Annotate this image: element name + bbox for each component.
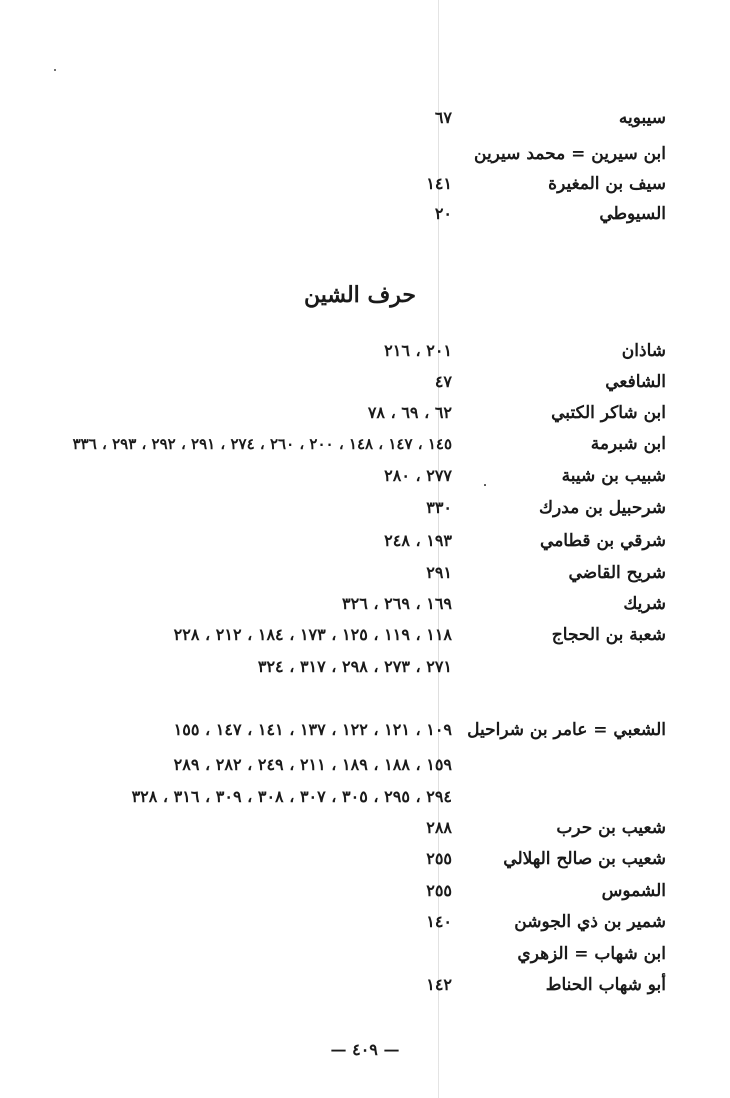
index-entry-pages: ٢٧١ ، ٢٧٣ ، ٢٩٨ ، ٣١٧ ، ٣٢٤ bbox=[257, 657, 452, 676]
index-entry-pages: ١٤٢ bbox=[426, 975, 452, 994]
index-entry-name: ابن شهاب = الزهري bbox=[517, 944, 666, 964]
index-entry-pages: ٦٢ ، ٦٩ ، ٧٨ bbox=[367, 403, 452, 422]
index-entry-name: ابن سيرين = محمد سيرين bbox=[474, 144, 666, 164]
index-entry-name: شريك bbox=[623, 594, 666, 614]
index-entry-name: شمير بن ذي الجوشن bbox=[514, 912, 666, 932]
index-entry-pages: ٣٣٠ bbox=[426, 498, 452, 517]
index-entry-pages: ٤٧ bbox=[434, 372, 452, 391]
index-entry-pages: ٢٥٥ bbox=[426, 849, 452, 868]
index-entry-name: الشموس bbox=[601, 881, 666, 901]
index-entry-name: شرحبيل بن مدرك bbox=[538, 498, 666, 518]
index-entry-pages: ٢٩١ bbox=[426, 563, 452, 582]
index-entry-name: شعبة بن الحجاج bbox=[551, 625, 666, 645]
index-entry-pages: ١٩٣ ، ٢٤٨ bbox=[384, 531, 452, 550]
index-entry-pages: ١٥٩ ، ١٨٨ ، ١٨٩ ، ٢١١ ، ٢٤٩ ، ٢٨٢ ، ٢٨٩ bbox=[173, 755, 452, 774]
index-entry-pages: ٦٧ bbox=[434, 108, 452, 127]
index-entry-pages: ١٠٩ ، ١٢١ ، ١٢٢ ، ١٣٧ ، ١٤١ ، ١٤٧ ، ١٥٥ bbox=[173, 720, 452, 739]
index-entry-pages: ١١٨ ، ١١٩ ، ١٢٥ ، ١٧٣ ، ١٨٤ ، ٢١٢ ، ٢٢٨ bbox=[173, 625, 452, 644]
index-entry-name: شاذان bbox=[621, 341, 666, 361]
index-entry-name: سيف بن المغيرة bbox=[548, 174, 666, 194]
index-entry-name: شريح القاضي bbox=[568, 563, 666, 583]
scan-speck bbox=[54, 69, 56, 71]
index-entry-name: أبو شهاب الحناط bbox=[545, 975, 666, 995]
index-entry-name: شعيب بن صالح الهلالي bbox=[503, 849, 666, 869]
index-entry-name: سيبويه bbox=[618, 108, 666, 128]
section-heading: حرف الشين bbox=[303, 282, 416, 308]
index-entry-name: الشافعي bbox=[605, 372, 666, 392]
index-entry-pages: ٢٩٤ ، ٢٩٥ ، ٣٠٥ ، ٣٠٧ ، ٣٠٨ ، ٣٠٩ ، ٣١٦ ، ٣٢٨ bbox=[131, 787, 452, 806]
scan-speck bbox=[484, 484, 486, 486]
index-entry-pages: ١٦٩ ، ٢٦٩ ، ٣٢٦ bbox=[342, 594, 452, 613]
index-entry-pages: ٢٥٥ bbox=[426, 881, 452, 900]
index-entry-pages: ١٤١ bbox=[426, 174, 452, 193]
index-entry-name: شبيب بن شيبة bbox=[561, 466, 666, 486]
index-entry-name: الشعبي = عامر بن شراحيل bbox=[467, 720, 666, 740]
index-entry-pages: ٢٠١ ، ٢١٦ bbox=[384, 341, 452, 360]
index-entry-name: شعيب بن حرب bbox=[556, 818, 666, 838]
index-entry-name: شرقي بن قطامي bbox=[540, 531, 666, 551]
page-number: — ٤٠٩ — bbox=[330, 1040, 400, 1059]
index-entry-pages: ٢٠ bbox=[434, 204, 452, 223]
index-entry-pages: ١٤٠ bbox=[426, 912, 452, 931]
index-entry-pages: ٢٨٨ bbox=[426, 818, 452, 837]
index-entry-name: السيوطي bbox=[599, 204, 666, 224]
index-entry-pages: ٢٧٧ ، ٢٨٠ bbox=[384, 466, 452, 485]
index-entry-name: ابن شبرمة bbox=[590, 434, 666, 454]
index-entry-name: ابن شاكر الكتبي bbox=[551, 403, 666, 423]
index-entry-pages: ١٤٥ ، ١٤٧ ، ١٤٨ ، ٢٠٠ ، ٢٦٠ ، ٢٧٤ ، ٢٩١ ، ٢٩٢ ، ٢٩٣ ، ٣٣٦ bbox=[72, 435, 452, 453]
